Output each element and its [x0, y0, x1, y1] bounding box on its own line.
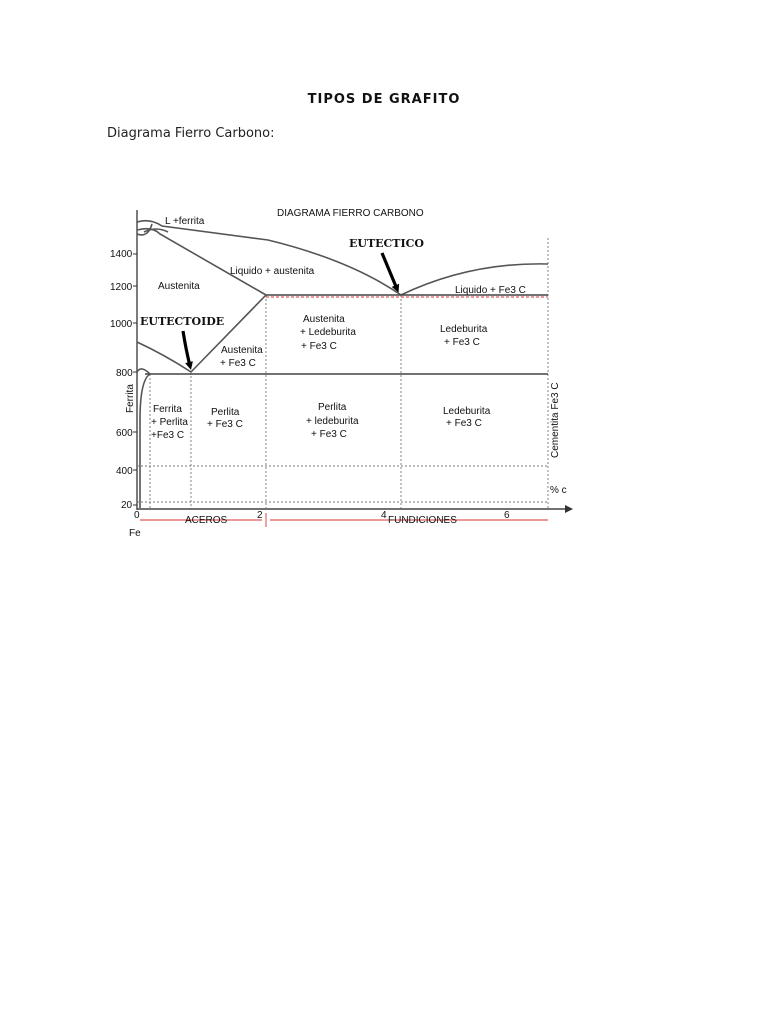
ferrite-curve — [140, 374, 150, 508]
eutectoid-arrow — [183, 331, 190, 366]
region-l-ferrita: L +ferrita — [165, 216, 205, 227]
cementita-axis-label: Cementita Fe3 C — [550, 382, 561, 458]
y-tick-600: 600 — [116, 428, 133, 439]
region-pled-3: + Fe3 C — [311, 429, 347, 440]
region-aust-fe3c-2: + Fe3 C — [220, 358, 256, 369]
region-fpf-3: +Fe3 C — [151, 430, 185, 441]
region-fpf-2: + Perlita — [151, 417, 188, 428]
region-aust-led-1: Austenita — [303, 314, 345, 325]
region-aust-fe3c-1: Austenita — [221, 345, 263, 356]
region-led-upper-1: Ledeburita — [440, 324, 488, 335]
y-tick-1400: 1400 — [110, 249, 133, 260]
y-tick-20: 20 — [121, 500, 133, 511]
x-tick-4: 4 — [381, 510, 387, 521]
region-austenita: Austenita — [158, 281, 200, 292]
y-tick-400: 400 — [116, 466, 133, 477]
eutectoide-label: EUTECTOIDE — [140, 315, 225, 328]
region-fpf-1: Ferrita — [153, 404, 182, 415]
phase-boundaries — [137, 221, 548, 508]
region-aust-led-3: + Fe3 C — [301, 341, 337, 352]
region-led-lower-2: + Fe3 C — [446, 418, 482, 429]
y-tick-1000: 1000 — [110, 319, 133, 330]
diagram-heading: DIAGRAMA FIERRO CARBONO — [277, 208, 424, 219]
region-pled-2: + ledeburita — [306, 416, 359, 427]
a3-curve — [137, 342, 191, 372]
guide-lines — [137, 238, 548, 508]
document-title: TIPOS DE GRAFITO — [307, 92, 461, 107]
region-liquido-austenita: Liquido + austenita — [230, 266, 315, 277]
x-tick-2: 2 — [257, 510, 263, 521]
alpha-curve — [137, 369, 150, 374]
region-liquido-fe3c: Liquido + Fe3 C — [455, 285, 526, 296]
x-unit-label: % c — [550, 485, 567, 496]
region-led-upper-2: + Fe3 C — [444, 337, 480, 348]
ferrita-axis-label: Ferrita — [125, 384, 136, 413]
origin-label: Fe — [129, 528, 141, 539]
y-tick-800: 800 — [116, 368, 133, 379]
range-fundiciones: FUNDICIONES — [388, 515, 457, 526]
solidus-left — [137, 229, 266, 295]
region-led-lower-1: Ledeburita — [443, 406, 491, 417]
y-tick-1200: 1200 — [110, 282, 133, 293]
region-perlita-2: + Fe3 C — [207, 419, 243, 430]
region-aust-led-2: + Ledeburita — [300, 327, 356, 338]
x-tick-6: 6 — [504, 510, 510, 521]
region-pled-1: Perlita — [318, 402, 347, 413]
document-subtitle: Diagrama Fierro Carbono: — [107, 126, 275, 141]
range-aceros: ACEROS — [185, 515, 228, 526]
eutectico-label: EUTECTICO — [349, 237, 424, 250]
x-tick-0: 0 — [134, 510, 140, 521]
region-perlita-1: Perlita — [211, 407, 240, 418]
x-axis-arrow — [565, 505, 573, 513]
